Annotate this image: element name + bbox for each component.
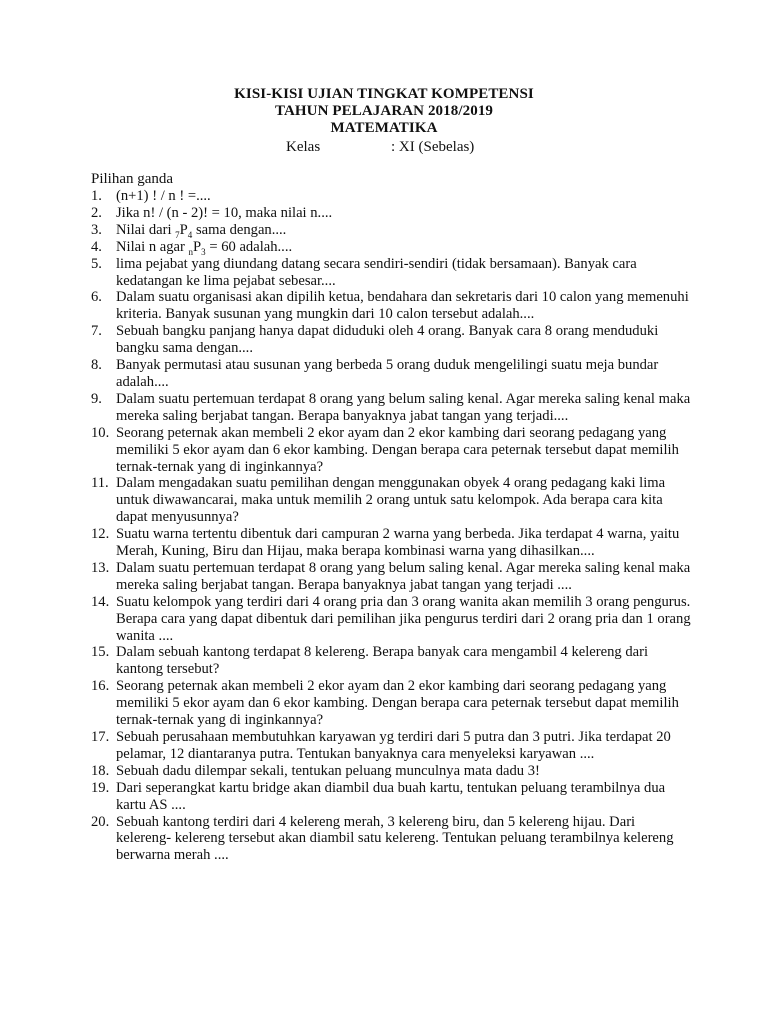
question-number: 16. (91, 678, 110, 695)
question-item (91, 594, 691, 645)
header-subject: MATEMATIKA (330, 120, 438, 136)
question-number: 18. (91, 762, 110, 779)
question-text (116, 222, 691, 239)
question-text: Dalam suatu pertemuan terdapat 8 orang yang belum saling kenal. Agar mereka saling kenal maka mereka saling berjabat tangan. Berapa banyaknya jabat tangan yang terjadi.... (116, 390, 691, 424)
question-text: Seorang peternak akan membeli 2 ekor ayam dan 2 ekor kambing dari seorang pedagang yang memiliki 5 ekor ayam dan 6 ekor kambing. Dengan berapa cara peternak tersebut dapat memilih ternak-ternak yang di inginkannya? (116, 424, 679, 475)
question-number: 17. (91, 729, 110, 745)
question-item (91, 560, 691, 594)
question-number: 19. (91, 779, 110, 796)
permutation-n-subscript: n (188, 246, 194, 257)
question-item (91, 357, 691, 391)
question-item (91, 763, 691, 780)
permutation-n-subscript: 7 (175, 229, 180, 240)
question-item (91, 188, 691, 205)
question-text: Dalam suatu organisasi akan dipilih ketua, bendahara dan sekretaris dari 10 calon yang memenuhi kriteria. Banyak susunan yang mungkin dari 10 calon tersebut adalah.... (116, 289, 689, 323)
question-number: 5. (91, 255, 102, 272)
question-item (91, 526, 691, 560)
question-text: Dalam suatu pertemuan terdapat 8 orang yang belum saling kenal. Agar mereka saling kenal maka mereka saling berjabat tangan. Berapa banyaknya jabat tangan yang terjadi .... (116, 559, 691, 593)
document-header (0, 86, 768, 137)
question-number: 2. (91, 204, 102, 221)
question-number: 10. (91, 424, 110, 441)
permutation-symbol: P (179, 221, 188, 238)
question-text: Seorang peternak akan membeli 2 ekor ayam dan 2 ekor kambing dari seorang pedagang yang memiliki 5 ekor ayam dan 6 ekor kambing. Dengan berapa cara peternak tersebut dapat memilih ternak-ternak yang di inginkannya? (116, 678, 679, 729)
header-academic-year: TAHUN PELAJARAN 2018/2019 (274, 103, 494, 119)
question-number: 20. (91, 813, 110, 830)
question-item (91, 425, 691, 476)
question-text: Dalam mengadakan suatu pemilihan dengan menggunakan obyek 4 orang pedagang kaki lima untuk diwawancarai, maka untuk memilih 2 orang untuk satu kelompok. Ada berapa cara kita dapat menyusunnya? (116, 475, 666, 526)
class-label: Kelas (286, 139, 321, 155)
question-text: Suatu kelompok yang terdiri dari 4 orang pria dan 3 orang wanita akan memilih 3 orang pengurus. Berapa cara yang dapat dibentuk dari pemilihan jika pengurus terdiri dari 2 orang pria dan 1 orang wanita .... (116, 593, 691, 644)
question-number: 15. (91, 644, 110, 661)
question-number: 12. (91, 526, 110, 543)
question-item (91, 678, 691, 729)
class-info (286, 139, 474, 156)
question-number: 7. (91, 323, 102, 340)
question-item (91, 814, 691, 865)
question-text: Dalam sebuah kantong terdapat 8 kelereng. Berapa banyak cara mengambil 4 kelereng dari kantong tersebut? (116, 644, 649, 678)
question-text: Jika n! / (n - 2)! = 10, maka nilai n.... (116, 204, 333, 221)
permutation-r-subscript: 3 (201, 246, 206, 257)
question-item (91, 205, 691, 222)
question-number: 9. (91, 390, 102, 407)
question-item (91, 644, 691, 678)
question-text: Banyak permutasi atau susunan yang berbeda 5 orang duduk mengelilingi suatu meja bundar adalah.... (116, 357, 659, 390)
question-number: 14. (91, 593, 110, 610)
question-text: Suatu warna tertentu dibentuk dari campuran 2 warna yang berbeda. Jika terdapat 4 warna, yaitu Merah, Kuning, Biru dan Hijau, maka berapa kombinasi warna yang dihasilkan.... (116, 526, 680, 560)
question-text-pre: Nilai n agar (116, 238, 189, 255)
question-text: Sebuah kantong terdiri dari 4 kelereng merah, 3 kelereng biru, dan 5 kelereng hijau. Dari kelereng- kelereng tersebut akan diambil satu kelereng. Tentukan peluang terambilnya kelereng berwarna merah .... (116, 813, 674, 864)
question-text: (n+1) ! / n ! =.... (116, 188, 211, 204)
question-number: 1. (91, 188, 102, 204)
question-number: 13. (91, 559, 110, 576)
question-item (91, 323, 691, 357)
question-item (91, 729, 691, 763)
question-text: Dari seperangkat kartu bridge akan diambil dua buah kartu, tentukan peluang terambilnya dua kartu AS .... (116, 779, 666, 813)
question-text-post: sama dengan.... (192, 221, 287, 238)
question-text: Sebuah perusahaan membutuhkan karyawan yg terdiri dari 5 putra dan 3 putri. Jika terdapat 20 pelamar, 12 diantaranya putra. Tentukan banyaknya cara menyeleksi karyawan .... (116, 729, 671, 762)
question-number: 8. (91, 357, 102, 374)
question-text-pre: Nilai dari (116, 221, 176, 238)
question-number: 11. (91, 475, 109, 492)
question-item (91, 780, 691, 814)
question-number: 6. (91, 289, 102, 306)
question-text-post: = 60 adalah.... (205, 238, 293, 255)
question-item (91, 239, 691, 256)
permutation-r-subscript: 4 (187, 229, 193, 240)
question-item (91, 391, 691, 425)
header-title: KISI-KISI UJIAN TINGKAT KOMPETENSI (234, 86, 534, 102)
section-title: Pilihan ganda (91, 171, 174, 187)
question-number: 3. (91, 221, 102, 238)
question-list (91, 188, 691, 864)
question-text: Sebuah bangku panjang hanya dapat diduduki oleh 4 orang. Banyak cara 8 orang menduduki bangku sama dengan.... (116, 323, 659, 357)
question-text: lima pejabat yang diundang datang secara sendiri-sendiri (tidak bersamaan). Banyak cara kedatangan ke lima pejabat sebesar.... (116, 255, 637, 289)
question-item (91, 222, 691, 239)
permutation-symbol: P (193, 238, 202, 255)
question-text (116, 239, 691, 256)
question-text: Sebuah dadu dilempar sekali, tentukan peluang munculnya mata dadu 3! (116, 762, 540, 779)
question-number: 4. (91, 238, 102, 255)
question-item (91, 475, 691, 526)
class-value: : XI (Sebelas) (391, 139, 475, 155)
question-item (91, 289, 691, 323)
question-item (91, 256, 691, 290)
